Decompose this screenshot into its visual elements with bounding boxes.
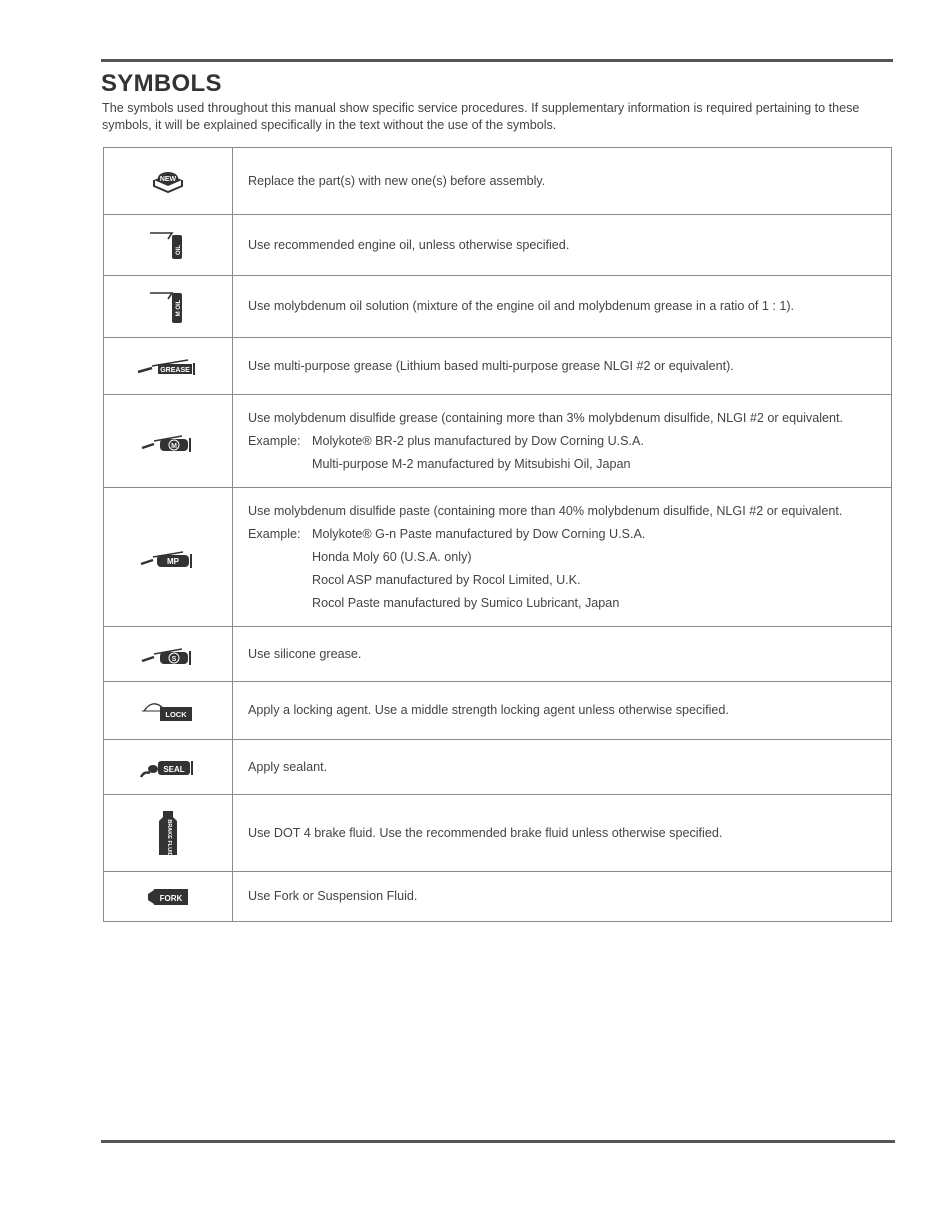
new-parts-icon — [148, 166, 188, 196]
svg-text:M OIL: M OIL — [176, 299, 182, 316]
table-row — [104, 488, 892, 627]
example-label: Example: — [248, 433, 301, 448]
svg-text:M: M — [171, 443, 177, 450]
table-row — [104, 338, 892, 395]
svg-text:S: S — [171, 656, 177, 663]
example-list — [312, 526, 645, 612]
table-row — [104, 627, 892, 682]
symbol-cell — [104, 215, 233, 276]
symbol-cell — [104, 627, 233, 682]
description-text: Use DOT 4 brake fluid. Use the recommended brake fluid unless otherwise specified. — [248, 825, 723, 840]
symbol-cell — [104, 682, 233, 740]
description-cell — [233, 872, 892, 922]
description-text: Use silicone grease. — [248, 646, 362, 661]
symbol-cell — [104, 488, 233, 627]
description-cell — [233, 338, 892, 395]
description-cell — [233, 215, 892, 276]
description-text: Use multi-purpose grease (Lithium based multi-purpose grease NLGI #2 or equivalent). — [248, 358, 734, 373]
table-row — [104, 795, 892, 872]
svg-text:OIL: OIL — [176, 245, 182, 255]
svg-text:BRAKE FLUID: BRAKE FLUID — [166, 819, 172, 857]
symbol-cell — [104, 276, 233, 338]
symbol-cell — [104, 872, 233, 922]
grease-icon — [136, 354, 200, 378]
symbol-cell — [104, 338, 233, 395]
description-text: Apply a locking agent. Use a middle strength locking agent unless otherwise specified. — [248, 703, 729, 717]
example-label: Example: — [248, 526, 301, 541]
svg-text:NEW: NEW — [159, 176, 177, 183]
bottom-rule — [101, 1140, 895, 1143]
svg-text:SEAL: SEAL — [163, 765, 185, 774]
description-cell — [233, 488, 892, 627]
page-title: SYMBOLS — [101, 70, 222, 97]
symbol-cell — [104, 740, 233, 795]
description-text: Use molybdenum disulfide paste (containing more than 40% molybdenum disulfide, NLGI #2 or equivalent. — [248, 503, 843, 518]
example-list — [312, 433, 644, 473]
table-row — [104, 395, 892, 488]
symbol-cell — [104, 395, 233, 488]
engine-oil-icon — [146, 229, 190, 261]
brake-fluid-icon — [153, 809, 183, 857]
locking-agent-icon — [140, 697, 196, 725]
table-row — [104, 215, 892, 276]
svg-text:GREASE: GREASE — [160, 367, 190, 374]
example-item: Multi-purpose M-2 manufactured by Mitsubishi Oil, Japan — [312, 456, 631, 471]
intro-paragraph: The symbols used throughout this manual show specific service procedures. If supplementary information is required pertaining to these symbols, it will be explained specifically in the text without the use of the symbols. — [102, 101, 860, 132]
moly-grease-icon — [140, 428, 196, 454]
description-cell — [233, 395, 892, 488]
moly-paste-icon — [139, 544, 197, 570]
description-text: Replace the part(s) with new one(s) before assembly. — [248, 173, 546, 188]
description-cell — [233, 627, 892, 682]
symbol-cell — [104, 148, 233, 215]
svg-text:LOCK: LOCK — [165, 709, 187, 719]
sealant-icon — [138, 753, 198, 781]
description-cell — [233, 795, 892, 872]
description-cell — [233, 682, 892, 740]
example-block — [248, 433, 877, 473]
description-text: Apply sealant. — [248, 759, 328, 774]
example-item: Molykote® BR-2 plus manufactured by Dow Corning U.S.A. — [312, 433, 644, 448]
table-row — [104, 276, 892, 338]
top-rule — [101, 59, 893, 62]
symbol-cell — [104, 795, 233, 872]
table-row — [104, 148, 892, 215]
symbols-table — [103, 147, 892, 922]
table-row — [104, 740, 892, 795]
example-item: Rocol ASP manufactured by Rocol Limited, U.K. — [312, 572, 581, 587]
example-block — [248, 526, 877, 612]
fork-fluid-icon — [144, 886, 192, 908]
table-row — [104, 682, 892, 740]
description-cell — [233, 740, 892, 795]
description-cell — [233, 276, 892, 338]
moly-oil-icon — [146, 289, 190, 325]
description-text: Use molybdenum oil solution (mixture of the engine oil and molybdenum grease in a ratio of 1 : 1). — [248, 299, 795, 313]
example-item: Honda Moly 60 (U.S.A. only) — [312, 549, 472, 564]
description-text: Use Fork or Suspension Fluid. — [248, 889, 418, 903]
silicone-grease-icon — [140, 641, 196, 667]
example-item: Molykote® G-n Paste manufactured by Dow Corning U.S.A. — [312, 526, 646, 541]
description-text: Use recommended engine oil, unless otherwise specified. — [248, 237, 570, 252]
description-text: Use molybdenum disulfide grease (containing more than 3% molybdenum disulfide, NLGI #2 or equivalent. — [248, 410, 844, 425]
svg-text:MP: MP — [167, 557, 179, 566]
example-item: Rocol Paste manufactured by Sumico Lubricant, Japan — [312, 595, 620, 610]
table-row — [104, 872, 892, 922]
description-cell — [233, 148, 892, 215]
svg-text:FORK: FORK — [159, 893, 183, 903]
